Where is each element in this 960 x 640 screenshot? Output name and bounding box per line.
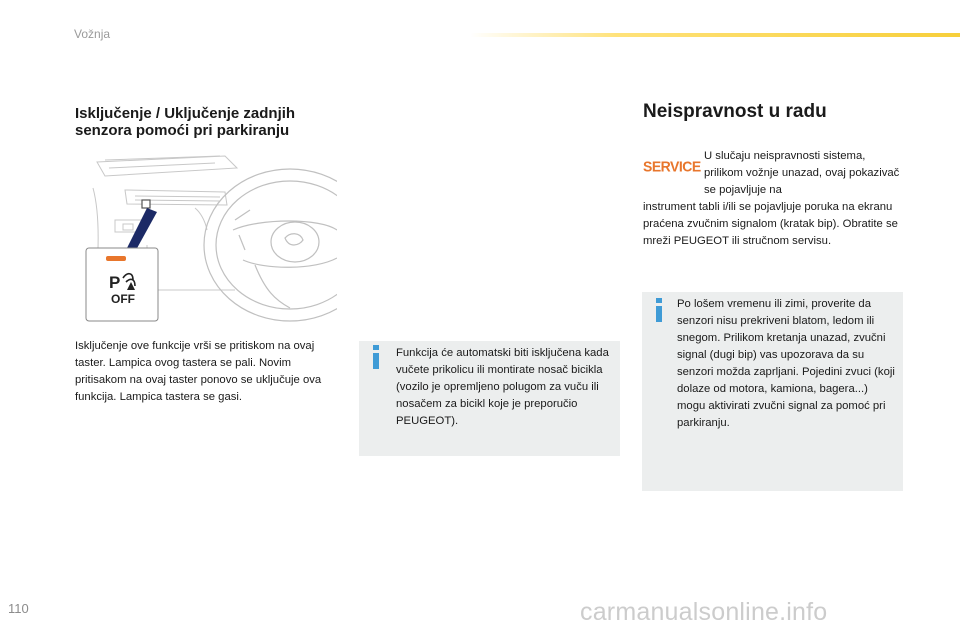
dashboard-illustration — [75, 150, 337, 325]
section-title: Vožnja — [74, 27, 111, 41]
button-p-label: P — [109, 273, 121, 292]
left-heading — [75, 105, 345, 139]
left-paragraph: Isključenje ove funkcije vrši se pritiskom na ovaj taster. Lampica ovog tastera se pali. Novim pritisakom na ovaj taster ponovo se uključuje ova funkcija. Lampica tastera se gasi. — [75, 340, 322, 403]
info-note-towing — [359, 341, 620, 456]
info-icon — [371, 345, 381, 369]
left-heading-line2: senzora pomoći pri parkiranju — [75, 122, 290, 139]
service-label: SERVICE — [643, 157, 701, 175]
service-paragraph-a: U slučaju neispravnosti sistema, prilikom vožnje unazad, ovaj pokazivač se pojavljuje na — [704, 150, 900, 196]
button-off-label: OFF — [111, 292, 135, 306]
info-note-towing-text: Funkcija će automatski biti isključena kada vučete prikolicu ili montirate nosač bicikla (vozilo je opremljeno polugom za vuču ili nosačem za bicikl koje je preporučio PEUGEOT). — [396, 347, 609, 427]
left-heading-line1: Isključenje / Uključenje zadnjih — [75, 105, 296, 122]
info-note-weather — [642, 292, 903, 491]
watermark: carmanualsonline.info — [580, 598, 828, 626]
info-icon — [654, 298, 664, 322]
info-note-weather-text: Po lošem vremenu ili zimi, proverite da senzori nisu prekriveni blatom, ledom ili snegom. Prilikom kretanja unazad, zvučni signal (dugi bip) vas upozorava da su senzori možda zaprljani. Pojedini zvuci (koji dolaze od motora, kamiona, bagera...) mogu aktivirati zvučni signal za pomoć pri parkiranju. — [677, 298, 895, 429]
service-paragraph-b: instrument tabli i/ili se pojavljuje poruka na ekranu praćena zvučnim signalom (kratak bip). Obratite se mreži PEUGEOT ili stručnom servisu. — [643, 201, 898, 247]
service-warning-icon — [643, 158, 701, 175]
page-number: 110 — [8, 601, 29, 616]
right-heading: Neispravnost u radu — [643, 101, 827, 122]
header-accent-bar — [470, 33, 960, 37]
